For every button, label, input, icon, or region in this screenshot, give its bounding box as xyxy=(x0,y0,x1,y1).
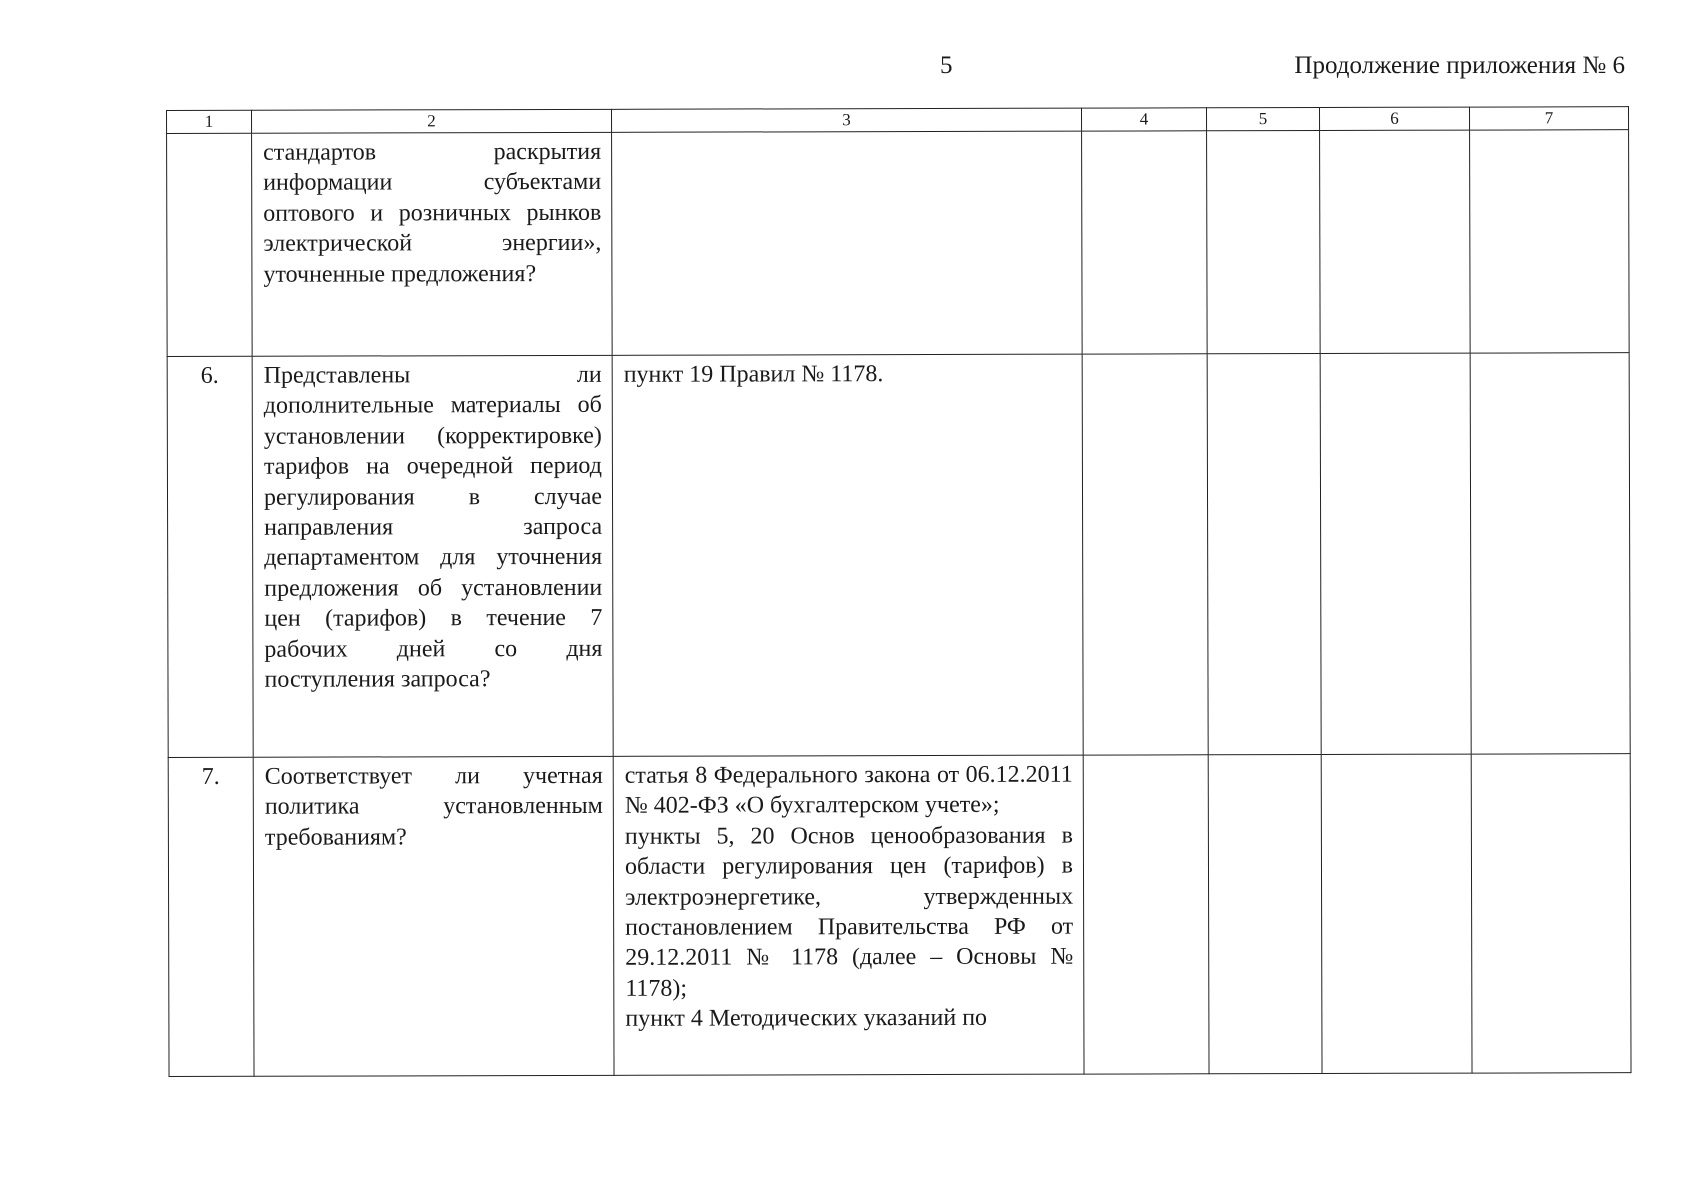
empty-cell xyxy=(1321,754,1472,1073)
row-number xyxy=(167,133,253,356)
column-header-7: 7 xyxy=(1469,107,1628,130)
empty-cell xyxy=(1470,353,1630,754)
table-row xyxy=(167,353,1630,758)
table-row xyxy=(168,754,1631,1077)
empty-cell xyxy=(1207,130,1321,353)
column-header-3: 3 xyxy=(611,108,1081,132)
column-header-1: 1 xyxy=(167,110,252,133)
empty-cell xyxy=(1207,353,1321,754)
row-question: стандартов раскрытия информации субъектами оптового и розничных рынков электрической энергии», уточненные предложения? xyxy=(252,132,613,356)
column-header-6: 6 xyxy=(1319,107,1469,130)
column-header-2: 2 xyxy=(252,109,612,133)
appendix-label: Продолжение приложения № 6 xyxy=(1294,52,1625,79)
column-header-4: 4 xyxy=(1081,108,1206,131)
row-number: 6. xyxy=(167,356,253,757)
empty-cell xyxy=(1320,353,1471,754)
empty-cell xyxy=(1082,354,1208,755)
row-question: Представлены ли дополнительные материалы об установлении (корректировке) тарифов на очередной период регулирования в случае направления запроса департаментом для уточнения предложения об установлении цен (тарифов) в течение 7 рабочих дней со дня поступления запроса? xyxy=(252,355,613,757)
empty-cell xyxy=(1320,130,1471,353)
row-question: Соответствует ли учетная политика установленным требованиям? xyxy=(253,756,614,1076)
empty-cell xyxy=(1471,754,1631,1073)
empty-cell xyxy=(1083,755,1209,1074)
reference-paragraph: пункты 5, 20 Основ ценообразования в области регулирования цен (тарифов) в электроэнергетике, утвержденных постановлением Правительства РФ от 29.12.2011 № 1178 (далее – Основы № 1178); xyxy=(624,822,1074,1002)
row-reference xyxy=(612,131,1083,355)
page-number: 5 xyxy=(940,52,953,79)
checklist-table xyxy=(166,106,1632,1077)
empty-cell xyxy=(1082,131,1208,354)
reference-paragraph: пункт 19 Правил № 1178. xyxy=(623,361,884,388)
empty-cell xyxy=(1208,754,1322,1073)
row-number: 7. xyxy=(168,757,254,1076)
row-reference xyxy=(613,755,1084,1075)
empty-cell xyxy=(1470,130,1630,353)
reference-paragraph: пункт 4 Методических указаний по xyxy=(625,1005,988,1033)
column-header-5: 5 xyxy=(1206,107,1319,130)
row-reference xyxy=(612,354,1083,756)
table-row xyxy=(167,130,1630,357)
reference-paragraph: статья 8 Федерального закона от 06.12.2011 № 402-ФЗ «О бухгалтерском учете»; xyxy=(624,761,1073,820)
